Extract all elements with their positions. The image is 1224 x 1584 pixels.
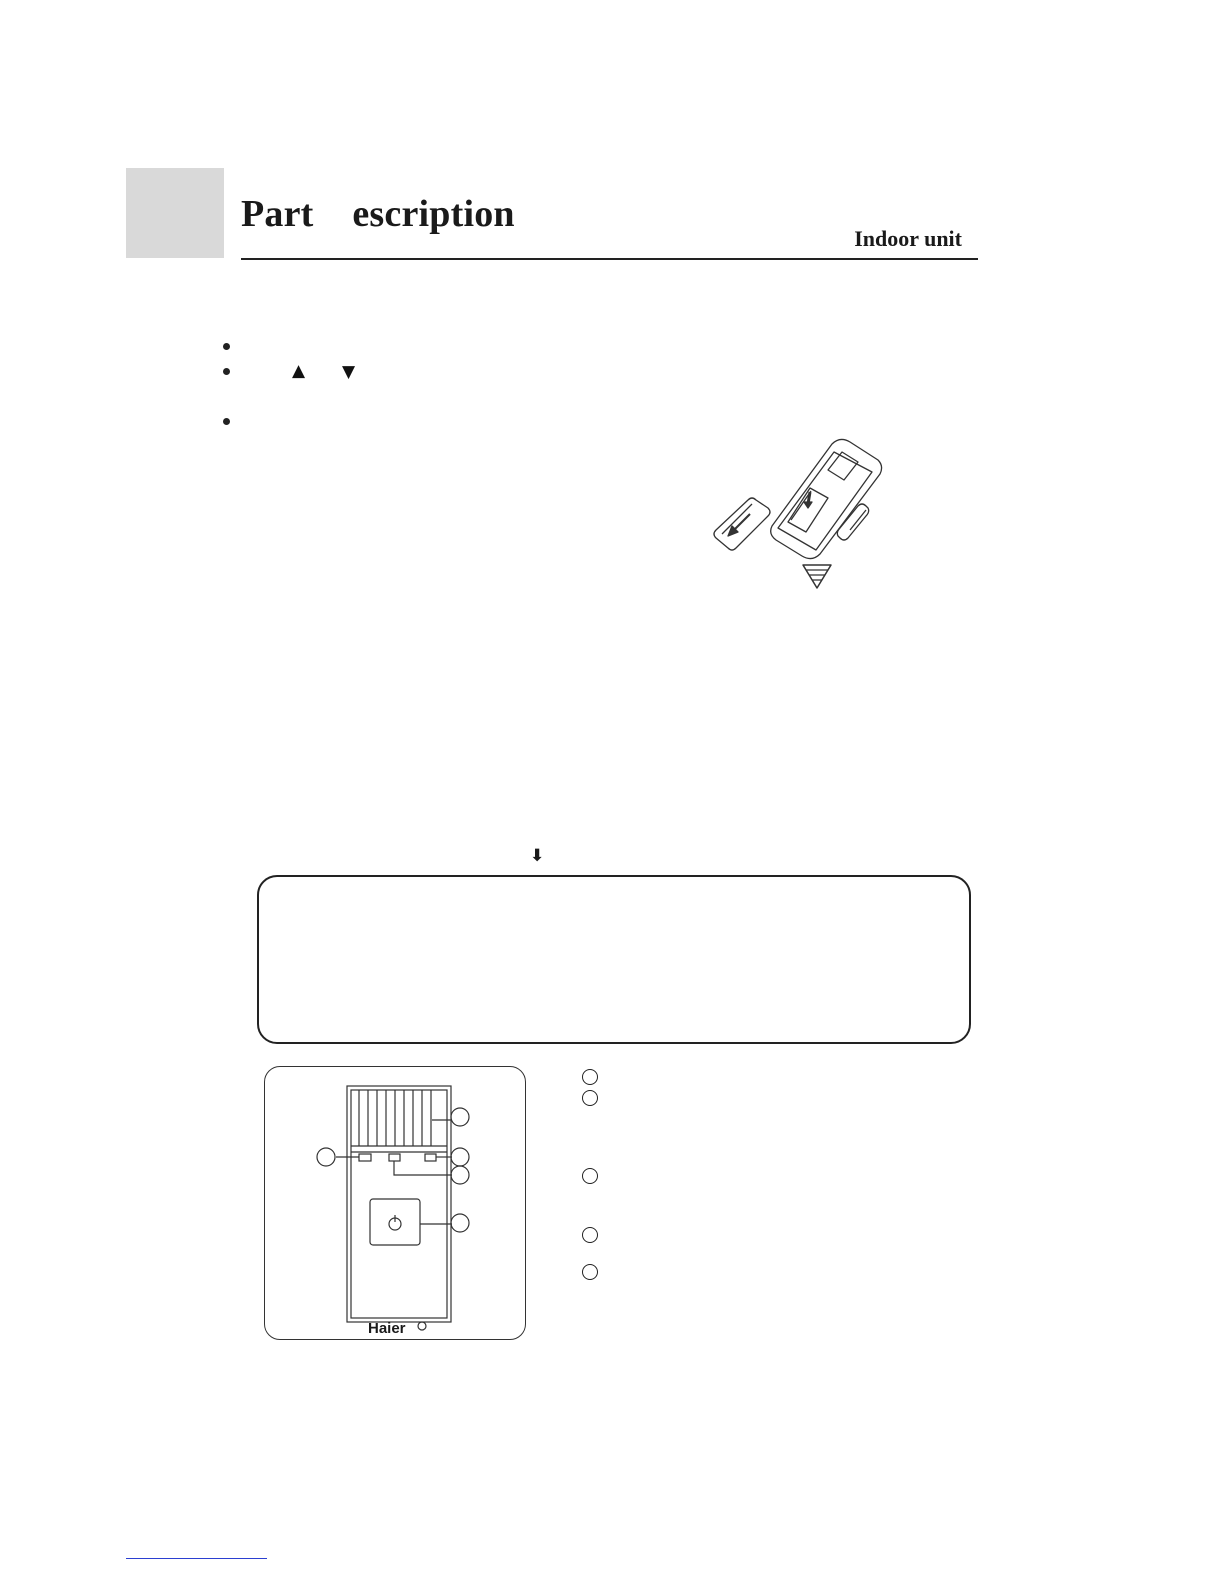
- footer-link-underline[interactable]: [126, 1558, 267, 1559]
- title-rule: [241, 258, 978, 260]
- brand-logo: Haier: [368, 1320, 406, 1337]
- page-subtitle: Indoor unit: [854, 226, 962, 251]
- indoor-unit-panel-diagram: [264, 1066, 526, 1340]
- down-arrow-icon: ⬇: [530, 846, 545, 866]
- legend-marker-4: [582, 1227, 598, 1243]
- section-tab-block: [126, 168, 224, 258]
- legend-marker-3: [582, 1168, 598, 1184]
- bullet-3: [223, 418, 230, 425]
- notice-box: [257, 875, 971, 1044]
- legend-marker-5: [582, 1264, 598, 1280]
- legend-marker-2: [582, 1090, 598, 1106]
- bullet-1: [223, 343, 230, 350]
- down-triangle-icon: ▼: [342, 362, 356, 382]
- legend-marker-1: [582, 1069, 598, 1085]
- bullet-2: [223, 368, 230, 375]
- page-title: Part escription: [241, 193, 515, 235]
- up-triangle-icon: ▲: [292, 361, 306, 381]
- remote-battery-illustration: [700, 430, 900, 600]
